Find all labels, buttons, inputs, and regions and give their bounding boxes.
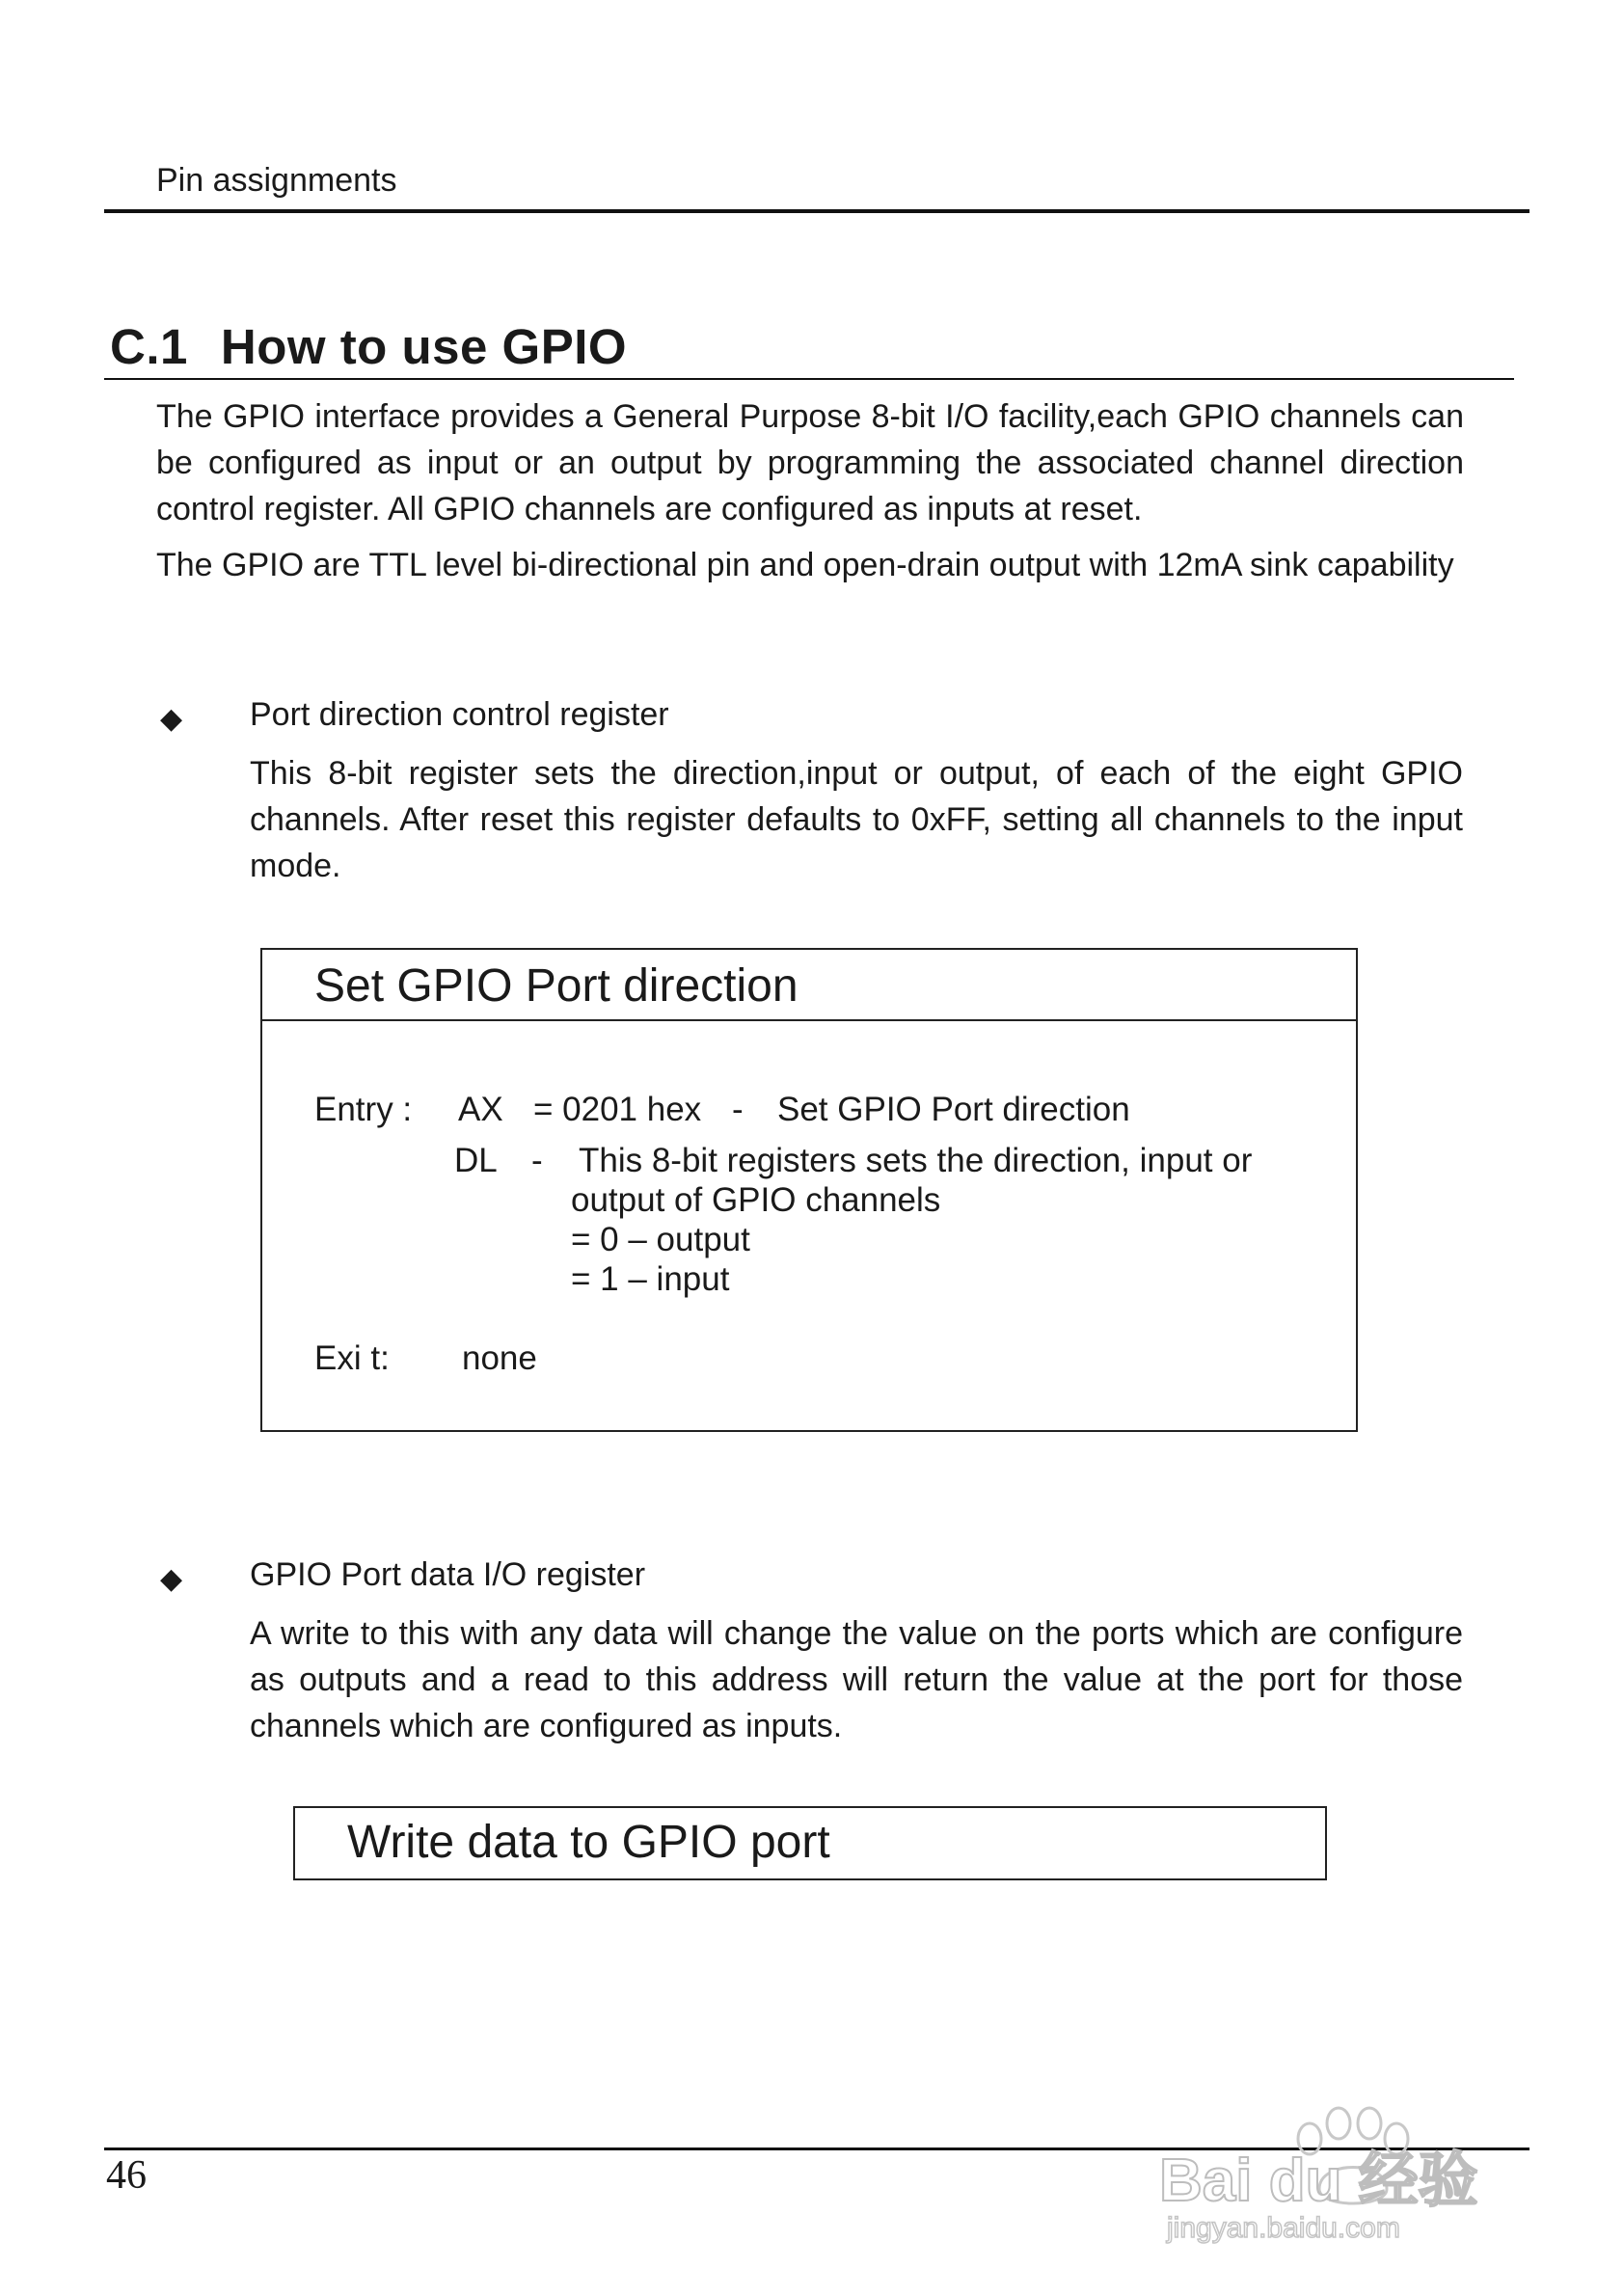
diamond-bullet-icon: ◆ bbox=[160, 1563, 183, 1595]
bullet-heading-data-register: GPIO Port data I/O register bbox=[250, 1556, 646, 1593]
box-title: Set GPIO Port direction bbox=[314, 960, 798, 1012]
dl-label: DL bbox=[454, 1142, 498, 1179]
write-data-box bbox=[293, 1806, 1327, 1880]
ax-dash: - bbox=[732, 1091, 744, 1128]
diamond-bullet-icon: ◆ bbox=[160, 703, 183, 735]
entry-label: Entry : bbox=[314, 1091, 413, 1128]
dl-option-output: = 0 – output bbox=[571, 1221, 750, 1258]
section-title: How to use GPIO bbox=[220, 319, 628, 374]
bullet-heading-port-direction: Port direction control register bbox=[250, 696, 669, 733]
section-heading bbox=[110, 318, 627, 375]
intro-paragraph-1: The GPIO interface provides a General Purpose 8-bit I/O facility,each GPIO channels can be configured as input or an output by programming the associated channel direction control register. All GPIO channels are configured as inputs at reset. bbox=[156, 398, 1464, 527]
ax-description: Set GPIO Port direction bbox=[777, 1091, 1130, 1128]
ax-label: AX bbox=[458, 1091, 503, 1128]
exit-value: none bbox=[462, 1339, 537, 1377]
bullet-description-data-register: A write to this with any data will change the value on the ports which are configure as outputs and a read to this address will return the value at the port for those channels which are configured as inputs. bbox=[250, 1615, 1463, 1744]
dl-description-line2: output of GPIO channels bbox=[571, 1181, 941, 1219]
running-header: Pin assignments bbox=[156, 162, 397, 199]
dl-dash: - bbox=[531, 1142, 543, 1179]
intro-paragraph-2: The GPIO are TTL level bi-directional pin and open-drain output with 12mA sink capability bbox=[156, 547, 1454, 583]
exit-label: Exi t: bbox=[314, 1339, 390, 1377]
section-rule bbox=[104, 378, 1514, 380]
section-number: C.1 bbox=[110, 319, 188, 374]
dl-option-input: = 1 – input bbox=[571, 1260, 730, 1298]
svg-text:Bai du 经验: Bai du 经验 bbox=[1159, 2147, 1478, 2214]
baidu-watermark-logo bbox=[1155, 2093, 1541, 2247]
header-rule bbox=[104, 209, 1529, 213]
page-number: 46 bbox=[106, 2153, 147, 2198]
box-title: Write data to GPIO port bbox=[347, 1817, 830, 1868]
ax-value: = 0201 hex bbox=[533, 1091, 702, 1128]
box-divider bbox=[262, 1019, 1356, 1021]
bullet-description-port-direction: This 8-bit register sets the direction,input or output, of each of the eight GPIO channels. After reset this register defaults to 0xFF, setting all channels to the input mode. bbox=[250, 755, 1463, 884]
set-gpio-direction-box bbox=[260, 948, 1358, 1432]
dl-description-line1: This 8-bit registers sets the direction, input or bbox=[579, 1142, 1253, 1179]
svg-text:jingyan.baidu.com: jingyan.baidu.com bbox=[1167, 2212, 1400, 2244]
